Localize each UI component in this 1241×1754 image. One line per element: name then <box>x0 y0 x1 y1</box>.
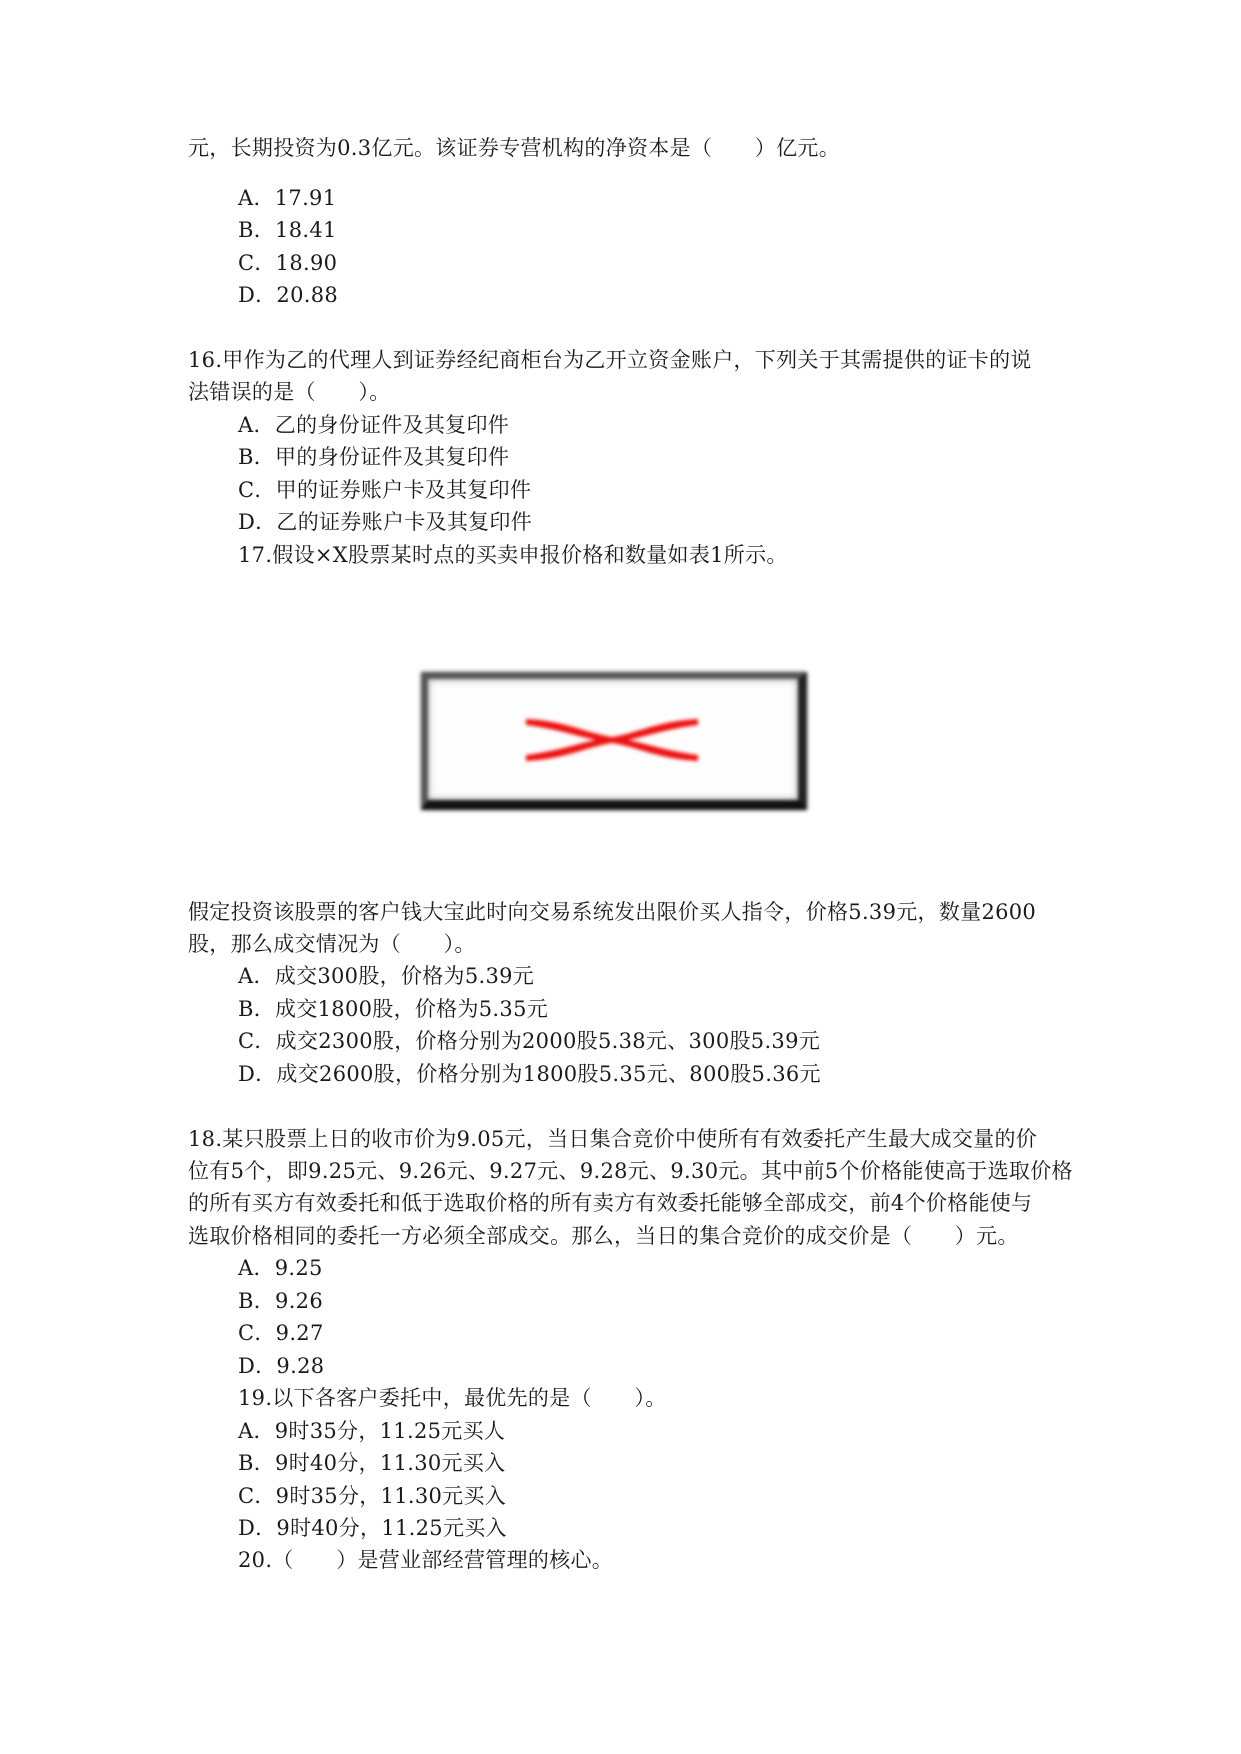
q17-stem-line2: 股，那么成交情况为（ ）。 <box>188 932 476 956</box>
q18-stem-line4: 选取价格相同的委托一方必须全部成交。那么，当日的集合竞价的成交价是（ ）元。 <box>188 1224 1019 1248</box>
q18-stem-line1: 18.某只股票上日的收市价为9.05元，当日集合竞价中使所有有效委托产生最大成交量的价 <box>188 1127 1038 1151</box>
q15-stem: 元，长期投资为0.3亿元。该证券专营机构的净资本是（ ）亿元。 <box>188 136 840 160</box>
q19-option-a: A．9时35分，11.25元买人 <box>238 1419 506 1443</box>
q15-option-b: B．18.41 <box>238 218 337 242</box>
q17-option-d: D．成交2600股，价格分别为1800股5.35元、800股5.36元 <box>238 1062 821 1086</box>
q18-option-d: D．9.28 <box>238 1354 325 1378</box>
q19-option-c: C．9时35分，11.30元买入 <box>238 1484 507 1508</box>
q18-stem-line2: 位有5个，即9.25元、9.26元、9.27元、9.28元、9.30元。其中前5个价格能使高于选取价格 <box>188 1159 1073 1183</box>
q15-option-a: A．17.91 <box>238 186 337 210</box>
q17-option-c: C．成交2300股，价格分别为2000股5.38元、300股5.39元 <box>238 1029 821 1053</box>
q18-option-b: B．9.26 <box>238 1289 323 1313</box>
q16-option-b: B．甲的身份证件及其复印件 <box>238 445 510 469</box>
table-1-image-placeholder <box>421 672 807 810</box>
q19-stem: 19.以下各客户委托中，最优先的是（ ）。 <box>238 1386 667 1410</box>
q16-stem-line1: 16.甲作为乙的代理人到证券经纪商柜台为乙开立资金账户，下列关于其需提供的证卡的说 <box>188 348 1032 372</box>
q16-stem-line2: 法错误的是（ ）。 <box>188 380 391 404</box>
q17-stem-line1: 假定投资该股票的客户钱大宝此时向交易系统发出限价买人指令，价格5.39元，数量2600 <box>188 900 1037 924</box>
broken-image-icon <box>526 711 698 769</box>
q19-option-d: D．9时40分，11.25元买入 <box>238 1516 507 1540</box>
q17-stem-intro: 17.假设×X股票某时点的买卖申报价格和数量如表1所示。 <box>238 543 788 567</box>
q16-option-d: D．乙的证券账户卡及其复印件 <box>238 510 533 534</box>
q18-option-a: A．9.25 <box>238 1256 323 1280</box>
q18-option-c: C．9.27 <box>238 1321 324 1345</box>
q17-option-a: A．成交300股，价格为5.39元 <box>238 964 535 988</box>
q19-option-b: B．9时40分，11.30元买入 <box>238 1451 506 1475</box>
q17-option-b: B．成交1800股，价格为5.35元 <box>238 997 549 1021</box>
q15-option-d: D．20.88 <box>238 283 339 307</box>
q16-option-a: A．乙的身份证件及其复印件 <box>238 413 510 437</box>
q18-stem-line3: 的所有买方有效委托和低于选取价格的所有卖方有效委托能够全部成交，前4个价格能使与 <box>188 1191 1033 1215</box>
q16-option-c: C．甲的证券账户卡及其复印件 <box>238 478 532 502</box>
q15-option-c: C．18.90 <box>238 251 338 275</box>
q20-stem: 20.（ ）是营业部经营管理的核心。 <box>238 1548 614 1572</box>
